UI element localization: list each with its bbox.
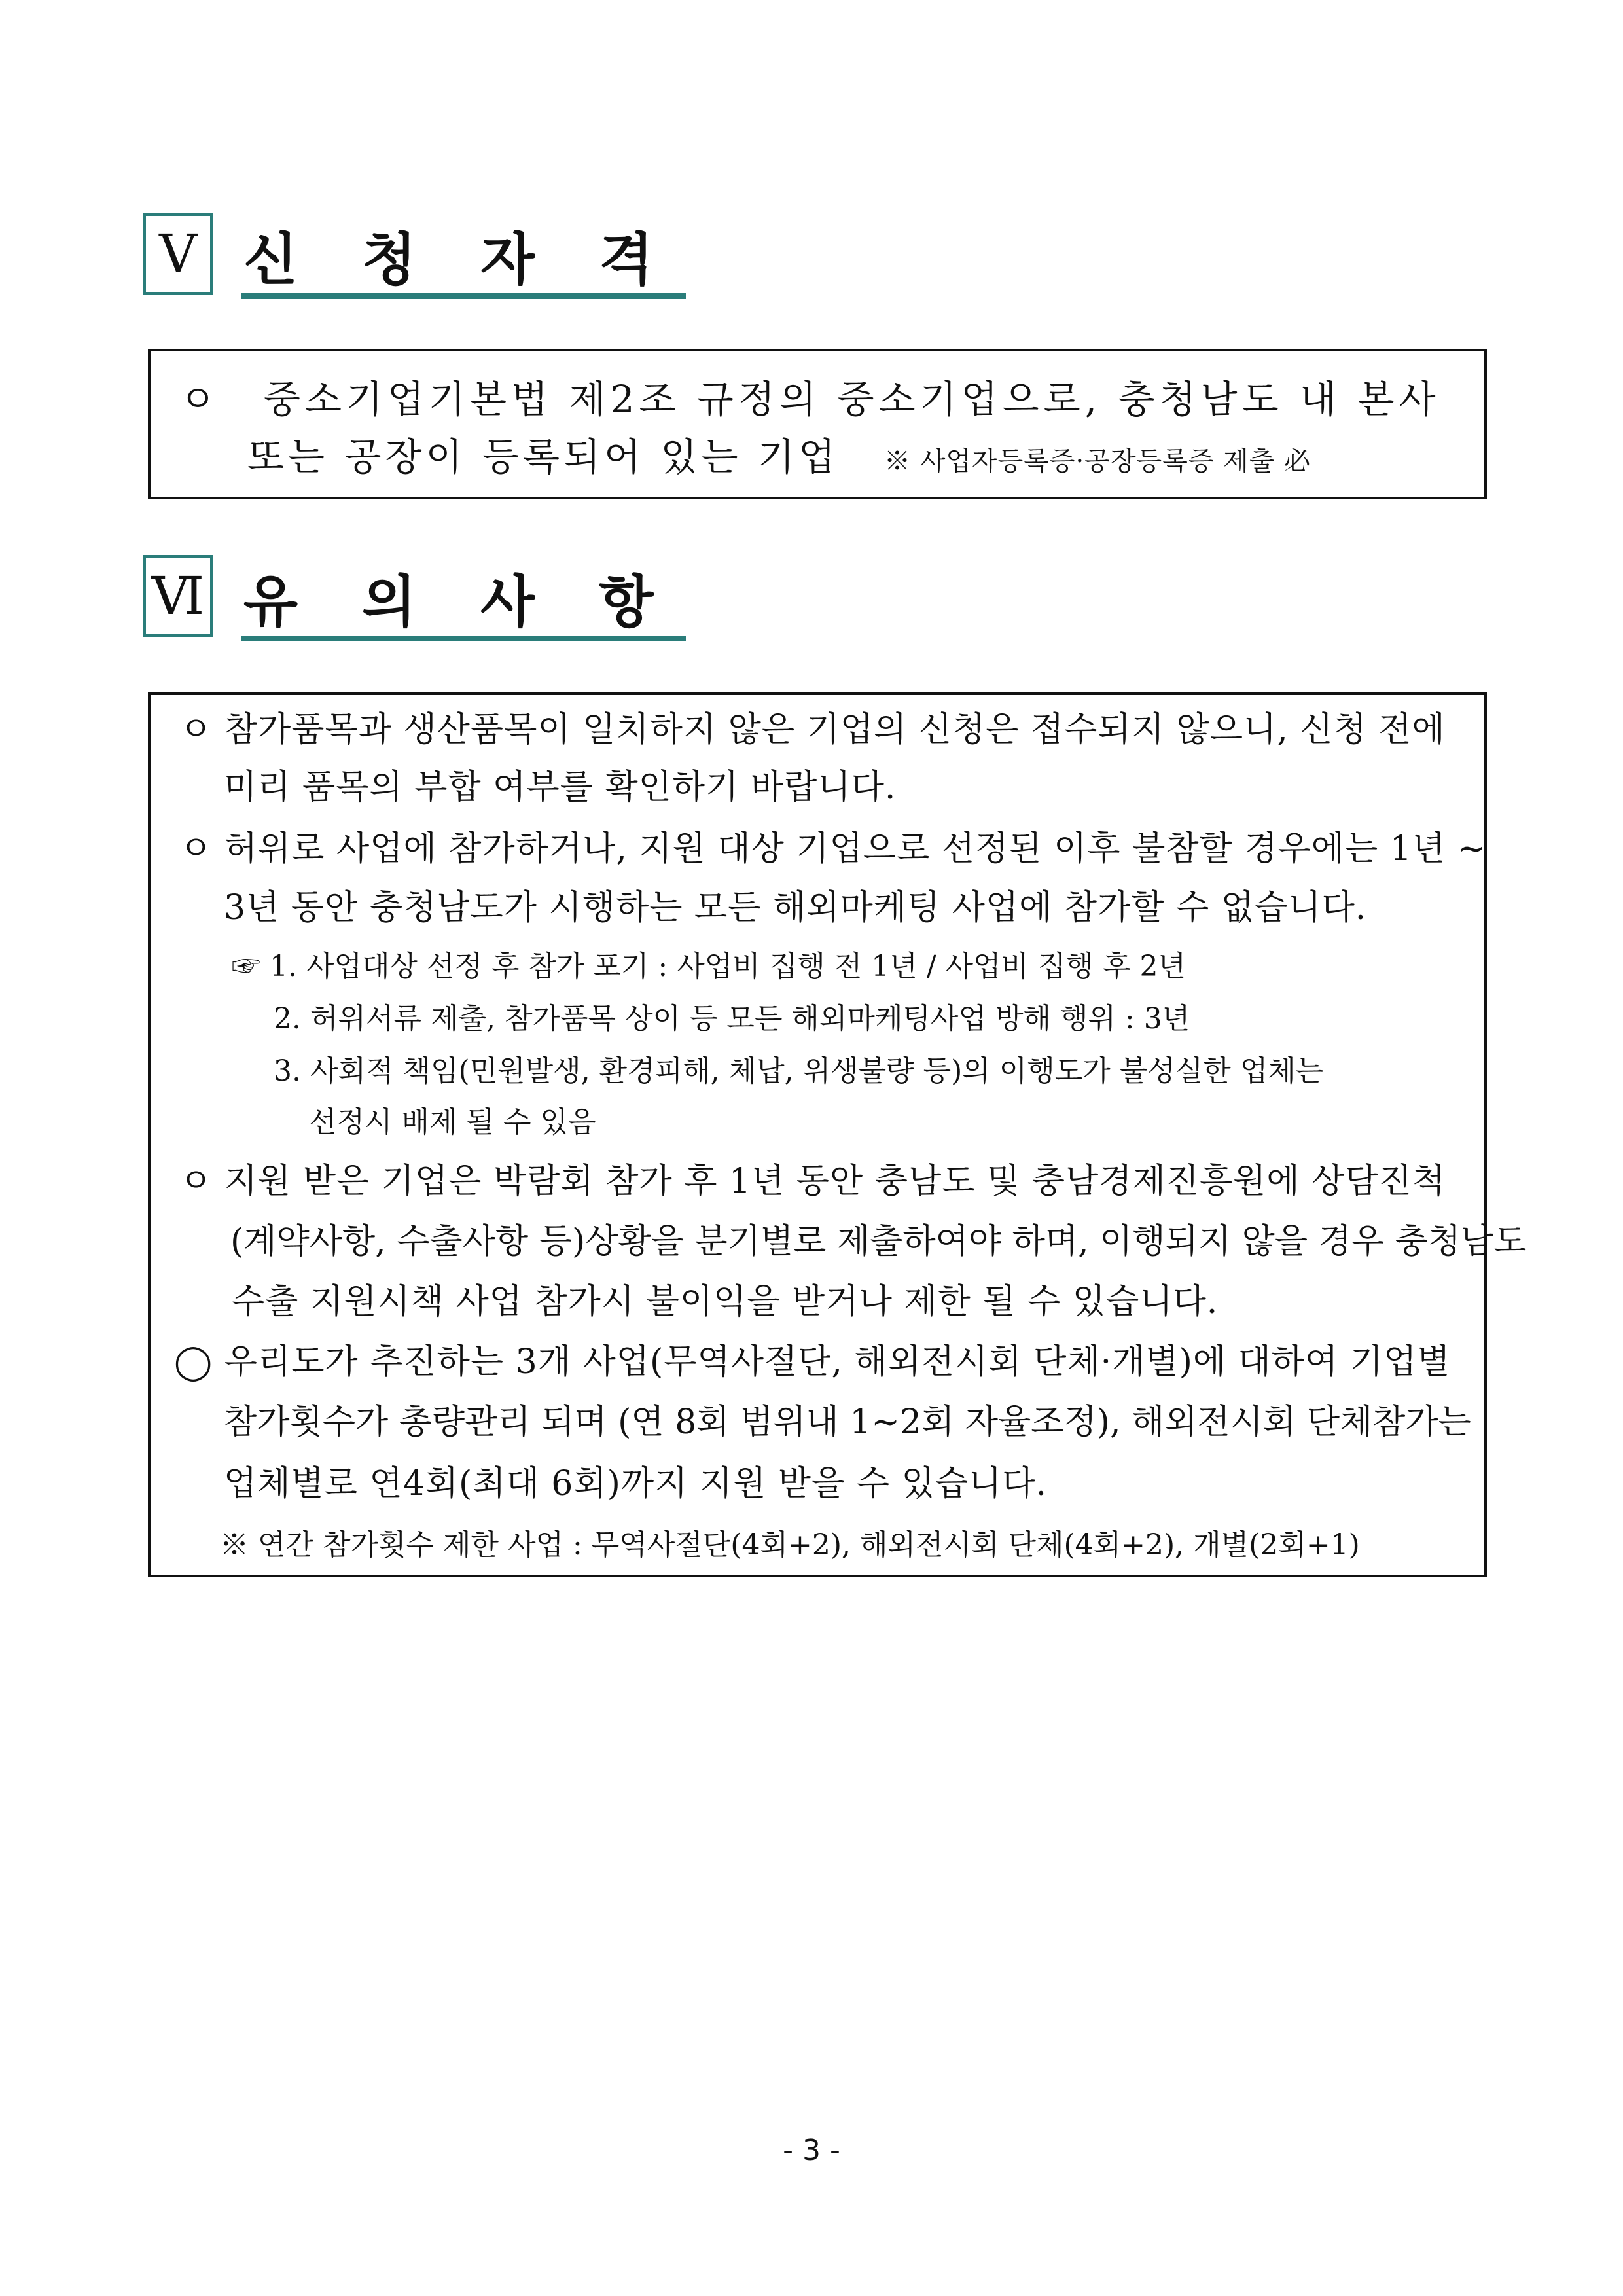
notice-line-9: 참가횟수가 총량관리 되며 (연 8회 범위내 1~2회 자율조정), 해외전시회 단체참가는 — [224, 1403, 1471, 1442]
notice-line-3: ㅇ 허위로 사업에 참가하거나, 지원 대상 기업으로 선정된 이후 불참할 경우에는 1년 ~ — [179, 829, 1487, 869]
section-5-line-1 — [179, 368, 1440, 423]
section-6-numeral: Ⅵ — [143, 555, 213, 637]
notice-line-8: ◯ 우리도가 추진하는 3개 사업(무역사절단, 해외전시회 단체·개별)에 대하여 기업별 — [174, 1342, 1451, 1382]
section-5-line-2 — [247, 426, 1311, 481]
section-6-title-underline — [241, 555, 718, 641]
section-6-box — [148, 692, 1527, 1577]
section-5-note: ※ 사업자등록증·공장등록증 제출 必 — [884, 446, 1311, 476]
notice-subitem-3: 3. 사회적 책임(민원발생, 환경피해, 체납, 위생불량 등)의 이행도가 불성실한 업체는 — [274, 1054, 1324, 1088]
notice-line-2: 미리 품목의 부합 여부를 확인하기 바랍니다. — [224, 768, 897, 807]
notice-line-7: 수출 지원시책 사업 참가시 불이익을 받거나 제한 될 수 있습니다. — [232, 1282, 1219, 1321]
notice-restriction-note: ※ 연간 참가횟수 제한 사업 : 무역사절단(4회+2), 해외전시회 단체(4회+2), 개별(2회+1) — [220, 1528, 1360, 1562]
section-5-line-1-text: 중소기업기본법 제2조 규정의 중소기업으로, 충청남도 내 본사 — [263, 377, 1440, 422]
notice-subitem-3-cont: 선정시 배제 될 수 있음 — [309, 1105, 596, 1139]
notice-subitem-1: ☞ 1. 사업대상 선정 후 참가 포기 : 사업비 집행 전 1년 / 사업비 집행 후 2년 — [232, 950, 1186, 983]
section-5-title-underline — [241, 213, 718, 299]
section-5-box — [148, 349, 1487, 499]
notice-line-4: 3년 동안 충청남도가 시행하는 모든 해외마케팅 사업에 참가할 수 없습니다. — [224, 888, 1367, 927]
notice-line-5: ㅇ 지원 받은 기업은 박람회 참가 후 1년 동안 충남도 및 충남경제진흥원에 상담진척 — [179, 1162, 1446, 1201]
notice-line-1: ㅇ 참가품목과 생산품목이 일치하지 않은 기업의 신청은 접수되지 않으니, 신청 전에 — [179, 710, 1446, 749]
page-number: - 3 - — [783, 2134, 840, 2167]
section-5-title: 신청자격 — [243, 227, 718, 293]
notice-line-10: 업체별로 연4회(최대 6회)까지 지원 받을 수 있습니다. — [224, 1464, 1048, 1503]
notice-subitem-2: 2. 허위서류 제출, 참가품목 상이 등 모든 해외마케팅사업 방해 행위 : 3년 — [274, 1002, 1190, 1035]
section-6-header — [143, 555, 718, 641]
notice-line-6: (계약사항, 수출사항 등)상황을 분기별로 제출하여야 하며, 이행되지 않을 경우 충청남도 — [230, 1222, 1527, 1261]
section-6-title: 유의사항 — [243, 569, 718, 635]
bullet-ieung: ㅇ — [179, 377, 217, 422]
section-5-line-2-text: 또는 공장이 등록되어 있는 기업 — [247, 435, 840, 479]
section-5-numeral: Ⅴ — [143, 213, 213, 295]
section-5-header — [143, 213, 718, 299]
